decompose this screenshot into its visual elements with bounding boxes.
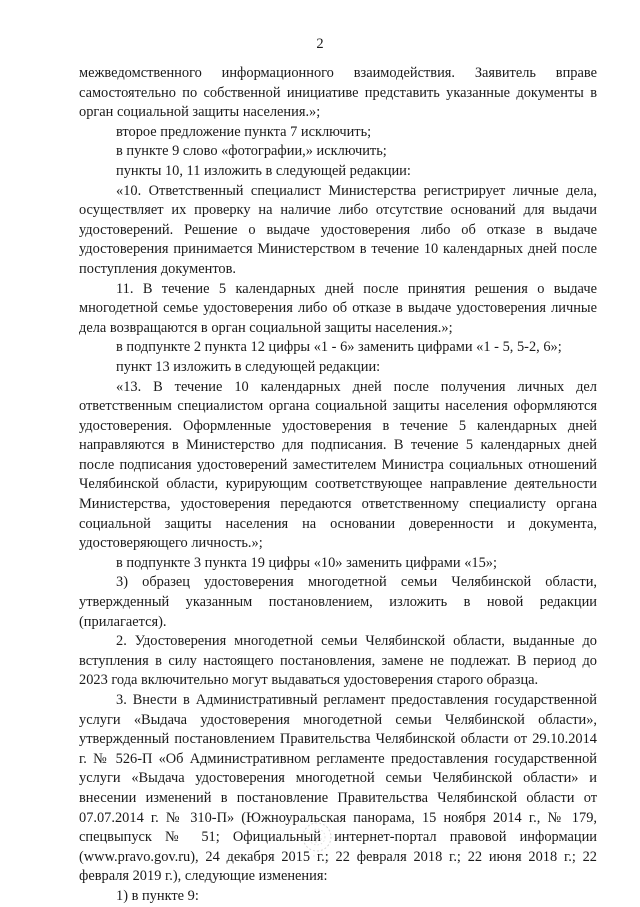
scan-specks	[268, 850, 338, 864]
document-text	[79, 64, 597, 907]
paragraph: 11. В течение 5 календарных дней после принятия решения о выдаче многодетной семье удостоверения либо об отказе в выдаче удостоверения личные дела возвращаются в орган социальной защиты населения.»;	[79, 280, 597, 336]
paragraph: 2. Удостоверения многодетной семьи Челябинской области, выданные до вступления в силу настоящего постановления, замене не подлежат. В период до 2023 года включительно могут выдаваться удостоверения старого образца.	[79, 633, 597, 689]
paragraph: пункты 10, 11 изложить в следующей редакции:	[116, 162, 411, 179]
paragraph: 3. Внести в Административный регламент предоставления государственной услуги «Выдача удостоверения многодетной семьи Челябинской области», утвержденный постановлением Правительства Челябинской области от 29.10.2014 г. № 526-П «Об Административном регламенте предоставления государственной услуги «Выдача удостоверения многодетной семьи Челябинской области» и внесении изменений в постановление Правительства Челябинской области от 07.07.2014 г. № 310-П» (Южноуральская панорама, 15 ноября 2014 г., № 179, спецвыпуск № 51; Официальный интернет-портал правовой информации (www.pravo.gov.ru), 24 декабря 2015 г.; 22 февраля 2018 г.; 22 июня 2018 г.; 22 февраля 2019 г.), следующие изменения:	[79, 692, 597, 885]
faded-stamp-mark	[300, 820, 334, 854]
paragraph: в подпункте 2 пункта 12 цифры «1 - 6» заменить цифрами «1 - 5, 5-2, 6»;	[116, 339, 562, 356]
paragraph: 3) образец удостоверения многодетной семьи Челябинской области, утвержденный указанным постановлением, изложить в новой редакции (прилагается).	[79, 574, 597, 630]
paragraph: в подпункте 3 пункта 19 цифры «10» заменить цифрами «15»;	[116, 554, 497, 571]
paragraph: «13. В течение 10 календарных дней после получения личных дел ответственным специалистом органа социальной защиты населения оформляются удостоверения. Оформленные удостоверения в течение 5 календарных дней направляются в Министерство для подписания. В течение 5 календарных дней после подписания удостоверений заместителем Министра социальных отношений Челябинской области, курирующим соответствующее направление деятельности Министерства, удостоверения передаются ответственному специалисту органа социальной защиты населения на основании доверенности и документа, удостоверяющего личность.»;	[79, 378, 597, 552]
page-number: 2	[316, 36, 324, 52]
paragraph-continuation: межведомственного информационного взаимодействия. Заявитель вправе самостоятельно по собственной инициативе представить указанные документы в орган социальной защиты населения.»;	[79, 65, 597, 121]
paragraph: второе предложение пункта 7 исключить;	[116, 123, 372, 140]
paragraph: в пункте 9 слово «фотографии,» исключить;	[116, 143, 387, 160]
paragraph: «10. Ответственный специалист Министерства регистрирует личные дела, осуществляет их проверку на наличие либо отсутствие оснований для выдачи удостоверений. Решение о выдаче удостоверения либо об отказе в выдаче удостоверения принимается Министерством в течение 10 календарных дней после поступления документов.	[79, 182, 597, 277]
paragraph: 1) в пункте 9:	[116, 887, 199, 904]
paragraph: пункт 13 изложить в следующей редакции:	[116, 358, 381, 375]
